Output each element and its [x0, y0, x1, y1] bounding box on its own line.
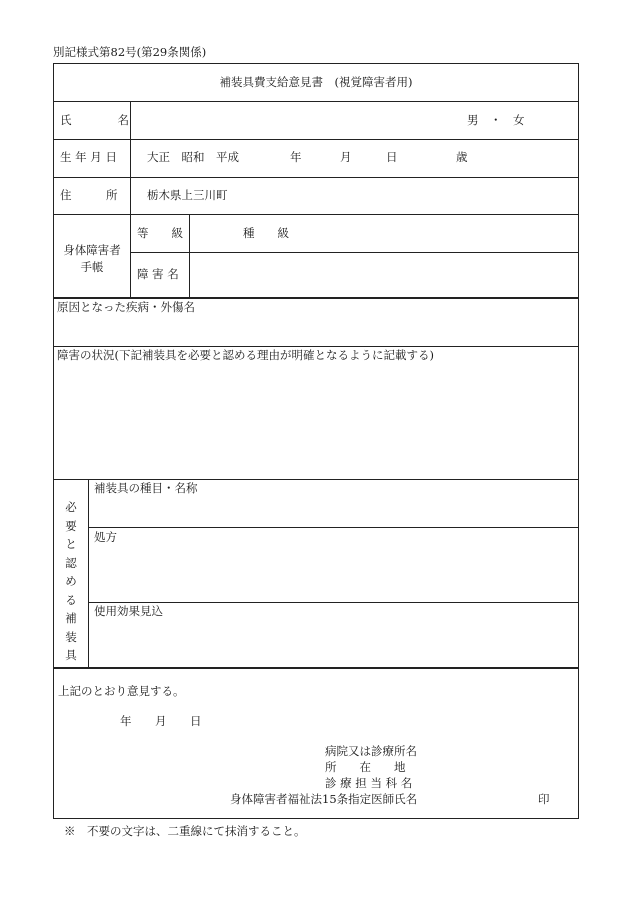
item-name-label: 補装具の種目・名称: [94, 481, 198, 495]
opinion-date-month: 月: [155, 714, 167, 728]
address-label: 住 所: [60, 188, 118, 202]
row-divider: [53, 139, 579, 140]
row-divider: [53, 479, 579, 480]
opinion-date-day: 日: [190, 714, 202, 728]
column-divider: [88, 479, 89, 667]
row-divider-thick: [53, 297, 579, 299]
effect-label: 使用効果見込: [94, 604, 163, 618]
doctor-label: 身体障害者福祉法15条指定医師氏名: [230, 792, 418, 806]
location-label: 所 在 地: [325, 760, 406, 774]
handbook-label-line1: 身体障害者: [63, 243, 121, 257]
row-divider: [88, 602, 579, 603]
required-device-side-label: 必 要 と 認 め る 補 装 具: [65, 500, 77, 662]
disability-label: 障 害 名: [137, 267, 179, 281]
department-label: 診 療 担 当 科 名: [325, 776, 413, 790]
row-divider: [88, 527, 579, 528]
opinion-date-year: 年: [120, 714, 132, 728]
gender-options: 男 ・ 女: [467, 113, 525, 127]
row-divider: [53, 101, 579, 102]
column-divider: [130, 101, 131, 297]
row-divider: [130, 252, 579, 253]
birth-month-unit: 月: [340, 150, 352, 164]
form-number: 別記様式第82号(第29条関係): [53, 45, 207, 59]
handbook-label: [55, 242, 129, 276]
form-title: 補装具費支給意見書 (視覚障害者用): [219, 75, 413, 89]
type-label: 種 級: [243, 226, 289, 240]
row-divider: [53, 177, 579, 178]
opinion-statement: 上記のとおり意見する。: [58, 684, 185, 698]
age-unit: 歳: [456, 150, 468, 164]
prescription-label: 処方: [94, 530, 117, 544]
row-divider: [53, 346, 579, 347]
handbook-label-line2: 手帳: [80, 260, 104, 274]
condition-label: 障害の状況(下記補装具を必要と認める理由が明確となるように記載する): [57, 348, 434, 362]
era-options: 大正 昭和 平成: [147, 150, 239, 164]
row-divider: [53, 214, 579, 215]
row-divider-thick: [53, 667, 579, 669]
birth-label: 生 年 月 日: [60, 150, 117, 164]
address-value: 栃木県上三川町: [147, 188, 228, 202]
footnote: ※ 不要の文字は、二重線にて抹消すること。: [64, 824, 306, 838]
seal-mark: 印: [538, 792, 550, 806]
birth-day-unit: 日: [386, 150, 398, 164]
name-label: 氏 名: [60, 113, 129, 127]
grade-label: 等 級: [137, 226, 183, 240]
cause-label: 原因となった疾病・外傷名: [57, 300, 195, 314]
hospital-label: 病院又は診療所名: [325, 744, 417, 758]
column-divider: [189, 214, 190, 297]
birth-year-unit: 年: [290, 150, 302, 164]
